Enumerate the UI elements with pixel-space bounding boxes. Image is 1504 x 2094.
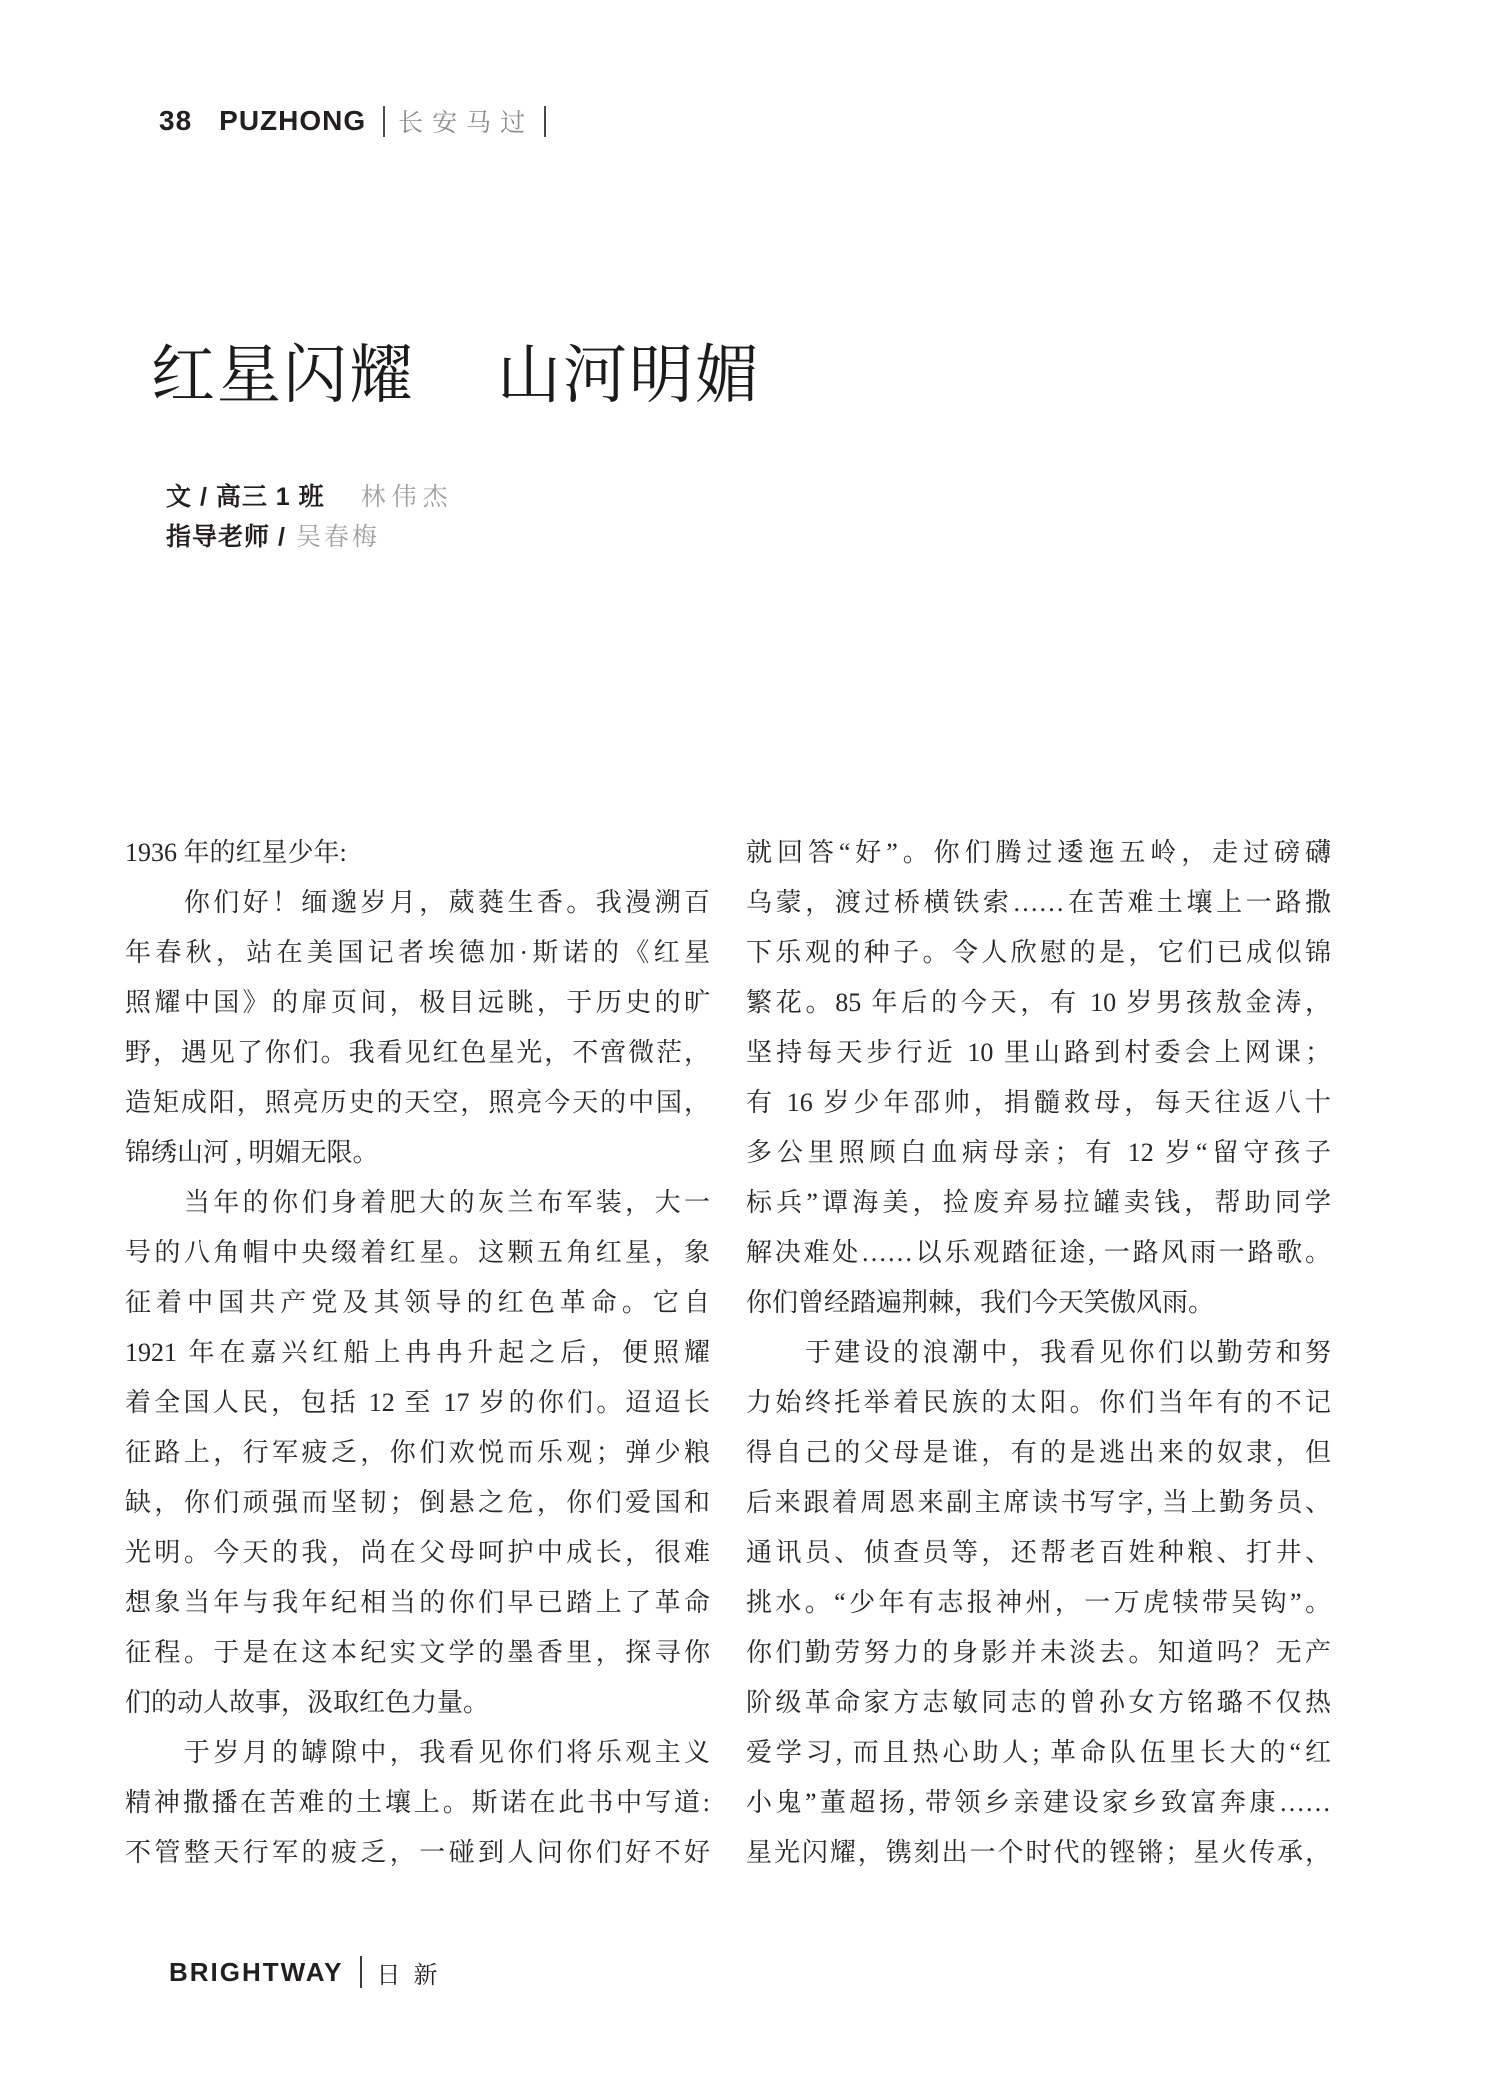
body-text-line: 征路上，行军疲乏，你们欢悦而乐观；弹少粮 bbox=[125, 1438, 710, 1467]
body-column-right bbox=[746, 828, 1331, 1878]
body-text-line: 征程。于是在这本纪实文学的墨香里，探寻你 bbox=[125, 1638, 710, 1667]
body-text-line: 不管整天行军的疲乏，一碰到人问你们好不好 bbox=[125, 1838, 710, 1867]
article-title-part1: 红星闪耀 bbox=[151, 340, 415, 411]
body-text-line: 1921 年在嘉兴红船上冉冉升起之后，便照耀 bbox=[125, 1338, 710, 1367]
footer-divider-bar bbox=[360, 1956, 362, 1988]
article-title bbox=[151, 334, 761, 417]
page-number: 38 bbox=[159, 105, 193, 136]
magazine-name: PUZHONG bbox=[219, 105, 367, 136]
body-text-line: 爱学习, 而且热心助人; 革命队伍里长大的“红 bbox=[746, 1738, 1331, 1767]
body-text-line: 光明。今天的我，尚在父母呵护中成长，很难 bbox=[125, 1538, 710, 1567]
byline-teacher-row bbox=[166, 517, 454, 557]
body-text-line: 着全国人民，包括 12 至 17 岁的你们。迢迢长 bbox=[125, 1388, 710, 1417]
body-column-left bbox=[125, 828, 710, 1878]
body-text-line: 锦绣山河 , 明媚无限。 bbox=[125, 1138, 379, 1167]
body-text-line: 挑水。“少年有志报神州，一万虎犊带吴钩”。 bbox=[746, 1588, 1331, 1617]
body-text-line: 坚持每天步行近 10 里山路到村委会上网课； bbox=[746, 1038, 1331, 1067]
body-text-line: 们的动人故事，汲取红色力量。 bbox=[125, 1688, 490, 1717]
body-text-line: 解决难处……以乐观踏征途, 一路风雨一路歌。 bbox=[746, 1238, 1331, 1267]
body-text-line: 标兵”谭海美，捡废弃易拉罐卖钱，帮助同学 bbox=[746, 1188, 1331, 1217]
body-text-line: 想象当年与我年纪相当的你们早已踏上了革命 bbox=[125, 1588, 710, 1617]
byline-author-label: 文 / 高三 1 班 bbox=[166, 483, 325, 511]
header-section-title: 长安马过 bbox=[398, 109, 535, 137]
body-text-line: 号的八角帽中央缀着红星。这颗五角红星，象 bbox=[125, 1238, 710, 1267]
body-text-line: 力始终托举着民族的太阳。你们当年有的不记 bbox=[746, 1388, 1331, 1417]
body-text-line: 你们好！缅邈岁月，葳蕤生香。我漫溯百 bbox=[125, 888, 710, 917]
body-text-line: 就回答“好”。你们腾过逶迤五岭，走过磅礴 bbox=[746, 838, 1331, 867]
byline-author-name: 林伟杰 bbox=[360, 483, 454, 511]
body-text-line: 年春秋，站在美国记者埃德加·斯诺的《红星 bbox=[125, 938, 710, 967]
body-text-line: 照耀中国》的扉页间，极目远眺，于历史的旷 bbox=[125, 988, 710, 1017]
byline-teacher-label: 指导老师 / bbox=[166, 523, 286, 551]
body-text-line: 有 16 岁少年邵帅，捐髓救母，每天往返八十 bbox=[746, 1088, 1331, 1117]
body-text-line: 缺，你们顽强而坚韧；倒悬之危，你们爱国和 bbox=[125, 1488, 710, 1517]
body-text-line: 星光闪耀，镌刻出一个时代的铿锵；星火传承， bbox=[746, 1838, 1331, 1867]
header-divider-bar bbox=[544, 106, 546, 137]
body-text-line: 得自己的父母是谁，有的是逃出来的奴隶，但 bbox=[746, 1438, 1331, 1467]
body-text-line: 精神撒播在苦难的土壤上。斯诺在此书中写道: bbox=[125, 1788, 710, 1817]
body-text-line: 下乐观的种子。令人欣慰的是，它们已成似锦 bbox=[746, 938, 1331, 967]
header-divider-bar bbox=[383, 106, 385, 137]
body-text-line: 你们勤劳努力的身影并未淡去。知道吗？无产 bbox=[746, 1638, 1331, 1667]
body-text-line: 繁花。85 年后的今天，有 10 岁男孩敖金涛， bbox=[746, 988, 1331, 1017]
byline-teacher-name: 吴春梅 bbox=[295, 523, 380, 551]
body-text-line: 于建设的浪潮中，我看见你们以勤劳和努 bbox=[746, 1338, 1331, 1367]
byline-author-row bbox=[166, 477, 454, 517]
body-text-line: 造矩成阳，照亮历史的天空，照亮今天的中国， bbox=[125, 1088, 710, 1117]
footer-brand: BRIGHTWAY bbox=[169, 1956, 344, 1987]
body-text-line: 于岁月的罅隙中，我看见你们将乐观主义 bbox=[125, 1738, 710, 1767]
body-text-line: 小鬼”董超扬, 带领乡亲建设家乡致富奔康…… bbox=[746, 1788, 1331, 1817]
page-header bbox=[159, 104, 546, 138]
page-footer bbox=[169, 1954, 451, 1990]
body-text-line: 征着中国共产党及其领导的红色革命。它自 bbox=[125, 1288, 710, 1317]
body-text-line: 多公里照顾白血病母亲；有 12 岁“留守孩子 bbox=[746, 1138, 1331, 1167]
article-title-part2: 山河明媚 bbox=[497, 340, 761, 411]
body-text-line: 后来跟着周恩来副主席读书写字, 当上勤务员、 bbox=[746, 1488, 1331, 1517]
body-text-line: 通讯员、侦查员等，还帮老百姓种粮、打井、 bbox=[746, 1538, 1331, 1567]
body-text-line: 你们曾经踏遍荆棘，我们今天笑傲风雨。 bbox=[746, 1288, 1215, 1317]
article-body bbox=[125, 828, 1331, 1878]
body-text-line: 乌蒙，渡过桥横铁索……在苦难土壤上一路撒 bbox=[746, 888, 1331, 917]
body-text-line: 当年的你们身着肥大的灰兰布军装，大一 bbox=[125, 1188, 710, 1217]
body-text-line: 阶级革命家方志敏同志的曾孙女方铭璐不仅热 bbox=[746, 1688, 1331, 1717]
byline bbox=[166, 477, 454, 557]
footer-section-title: 日新 bbox=[376, 1961, 451, 1989]
body-text-line: 1936 年的红星少年: bbox=[125, 838, 347, 867]
body-text-line: 野，遇见了你们。我看见红色星光，不啻微茫， bbox=[125, 1038, 710, 1067]
